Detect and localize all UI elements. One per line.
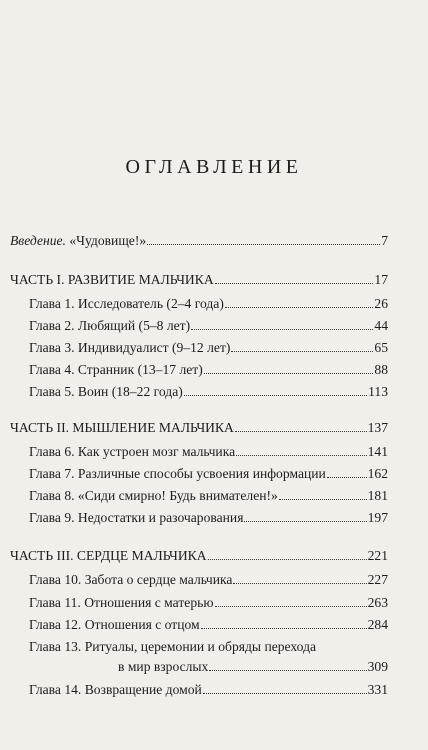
leader-dots [215, 283, 374, 284]
page-number: 197 [367, 510, 388, 525]
toc-chapter-13 [29, 639, 388, 655]
chapter-label: Глава 8. «Сиди смирно! Будь внимателен!» [29, 488, 278, 503]
chapter-label: Глава 7. Различные способы усвоения информации [29, 466, 326, 481]
toc-chapter-11 [29, 595, 388, 611]
chapter-label: Глава 6. Как устроен мозг мальчика [29, 444, 236, 459]
page-number: 141 [367, 444, 388, 459]
toc-chapter-7 [29, 466, 388, 482]
page-number: 44 [374, 318, 388, 333]
page-number: 26 [374, 296, 388, 311]
leader-dots [215, 606, 367, 607]
toc-chapter-2 [29, 318, 388, 334]
leader-dots [244, 521, 366, 522]
leader-dots [147, 244, 380, 245]
toc-chapter-14 [29, 682, 388, 698]
page-number: 221 [367, 548, 388, 563]
leader-dots [191, 329, 373, 330]
leader-dots [201, 628, 367, 629]
toc-chapter-3 [29, 340, 388, 356]
page-title: ОГЛАВЛЕНИЕ [125, 156, 303, 178]
part-label: ЧАСТЬ I. РАЗВИТИЕ МАЛЬЧИКА [10, 272, 214, 287]
page-number: 263 [367, 595, 388, 610]
page-number: 65 [374, 340, 388, 355]
chapter-label: Глава 13. Ритуалы, церемонии и обряды перехода [29, 639, 317, 654]
toc-intro [10, 233, 388, 249]
chapter-label: Глава 5. Воин (18–22 года) [29, 384, 183, 399]
toc-chapter-13-continued [0, 659, 388, 675]
page-number: 137 [367, 420, 388, 435]
chapter-label: Глава 2. Любящий (5–8 лет) [29, 318, 191, 333]
leader-dots [233, 583, 366, 584]
leader-dots [231, 351, 373, 352]
toc-chapter-5 [29, 384, 388, 400]
chapter-label: Глава 3. Индивидуалист (9–12 лет) [29, 340, 231, 355]
chapter-label: Глава 12. Отношения с отцом [29, 617, 200, 632]
leader-dots [184, 395, 367, 396]
chapter-label: Глава 10. Забота о сердце мальчика [29, 572, 233, 587]
chapter-label: Глава 14. Возвращение домой [29, 682, 202, 697]
page-number: 17 [374, 272, 388, 287]
chapter-label: Глава 9. Недостатки и разочарования [29, 510, 244, 525]
leader-dots [225, 307, 374, 308]
part-label: ЧАСТЬ III. СЕРДЦЕ МАЛЬЧИКА [10, 548, 207, 563]
chapter-label: Глава 4. Странник (13–17 лет) [29, 362, 203, 377]
leader-dots [208, 559, 367, 560]
intro-label-italic: Введение. [10, 233, 66, 248]
chapter-label-line2: в мир взрослых [118, 659, 209, 674]
page-number: 227 [367, 572, 388, 587]
leader-dots [204, 373, 374, 374]
page-number: 181 [367, 488, 388, 503]
chapter-label: Глава 11. Отношения с матерью [29, 595, 214, 610]
leader-dots [203, 693, 367, 694]
leader-dots [235, 431, 367, 432]
toc-chapter-12 [29, 617, 388, 633]
toc-chapter-1 [29, 296, 388, 312]
page-number: 284 [367, 617, 388, 632]
leader-dots [236, 455, 366, 456]
toc-chapter-6 [29, 444, 388, 460]
intro-label-rest: «Чудовище!» [65, 233, 147, 248]
toc-chapter-8 [29, 488, 388, 504]
chapter-label: Глава 1. Исследователь (2–4 года) [29, 296, 224, 311]
toc-chapter-4 [29, 362, 388, 378]
page-number: 88 [374, 362, 388, 377]
page-number: 309 [367, 659, 388, 674]
toc-part-2 [10, 420, 388, 436]
toc-chapter-10 [29, 572, 388, 588]
toc-part-3 [10, 548, 388, 564]
leader-dots [279, 499, 367, 500]
part-label: ЧАСТЬ II. МЫШЛЕНИЕ МАЛЬЧИКА [10, 420, 234, 435]
page-number: 162 [367, 466, 388, 481]
toc-chapter-9 [29, 510, 388, 526]
leader-dots [209, 670, 366, 671]
toc-part-1 [10, 272, 388, 288]
page-number: 7 [381, 233, 388, 248]
leader-dots [327, 477, 367, 478]
page-number: 113 [368, 384, 388, 399]
page-number: 331 [367, 682, 388, 697]
